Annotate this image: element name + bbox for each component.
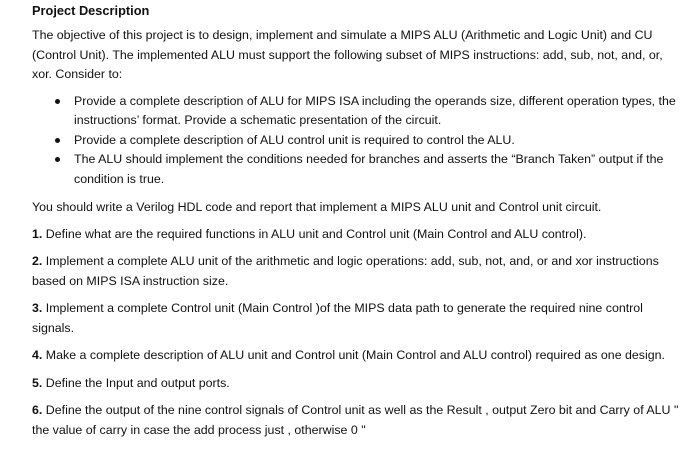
task-number: 6.	[32, 403, 43, 417]
intro-paragraph: The objective of this project is to design, implement and simulate a MIPS ALU (Arithmetic and Logic Unit) and CU (Control Unit). The implemented ALU must support the following subset of MIPS instructions: add, sub, not, and, or, xor. Consider to:	[32, 28, 663, 81]
task-item-4	[32, 346, 680, 366]
task-text: Implement a complete ALU unit of the arithmetic and logic operations: add, sub, not, and, or and xor instructions based on MIPS ISA instruction size.	[32, 254, 659, 288]
task-text: Define the output of the nine control signals of Control unit as well as the Result , output Zero bit and Carry of ALU " the value of carry in case the add process just , otherwise 0 "	[32, 403, 679, 437]
task-number: 2.	[32, 254, 43, 268]
task-item-1	[32, 225, 680, 245]
task-number: 5.	[32, 375, 43, 390]
instruction-paragraph: You should write a Verilog HDL code and report that implement a MIPS ALU unit and Control unit circuit.	[32, 200, 602, 214]
task-item-5	[32, 374, 680, 394]
requirements-list	[32, 92, 680, 190]
task-number: 1.	[32, 226, 43, 241]
page-title: Project Description	[32, 3, 150, 18]
task-number: 4.	[32, 348, 43, 362]
task-item-3	[32, 299, 680, 338]
task-text: Implement a complete Control unit (Main Control )of the MIPS data path to generate the required nine control signals.	[32, 301, 643, 335]
bullet-item: Provide a complete description of ALU control unit is required to control the ALU.	[74, 131, 680, 151]
task-item-6	[32, 401, 680, 440]
bullet-item: The ALU should implement the conditions needed for branches and asserts the “Branch Taken” output if the condition is true.	[74, 150, 680, 189]
task-text: Define the Input and output ports.	[45, 375, 230, 390]
task-item-2	[32, 252, 680, 291]
bullet-item: Provide a complete description of ALU for MIPS ISA including the operands size, different operation types, the instructions’ format. Provide a schematic presentation of the circuit.	[74, 92, 680, 131]
task-number: 3.	[32, 301, 43, 315]
task-text: Make a complete description of ALU unit and Control unit (Main Control and ALU control) required as one design.	[45, 348, 665, 362]
task-text: Define what are the required functions in ALU unit and Control unit (Main Control and ALU control).	[45, 226, 587, 241]
